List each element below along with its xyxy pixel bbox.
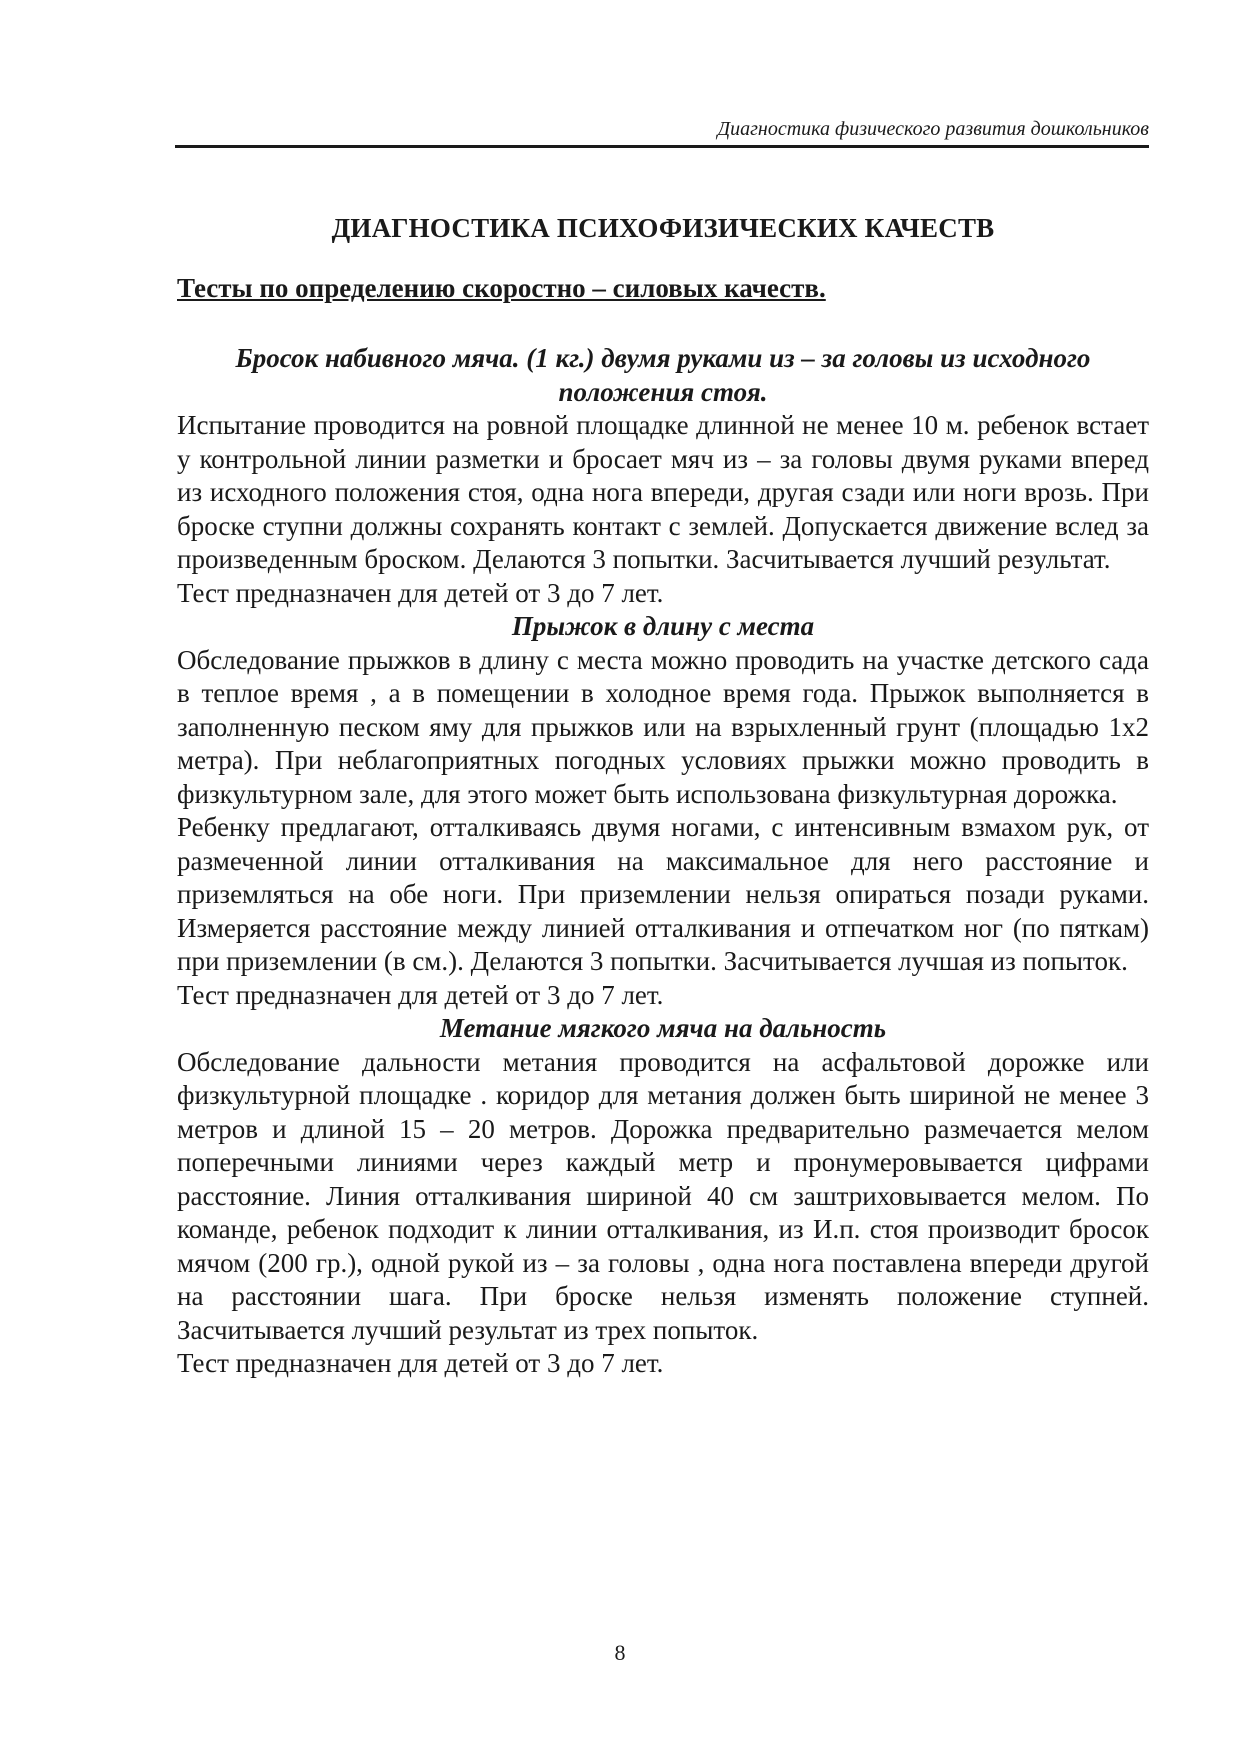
- test-title: Метание мягкого мяча на дальность: [439, 1013, 887, 1043]
- age-note: Тест предназначен для детей от 3 до 7 лет.: [177, 1348, 664, 1378]
- test-description: Испытание проводится на ровной площадке длинной не менее 10 м. ребенок встает у контрольной линии разметки и бросает мяч из – за головы двумя руками вперед из исходного положения стоя, одна нога впереди, другая сзади или ноги врозь. При броске ступни должны сохранять контакт с землей. Допускается движение вслед за произведенным броском. Делаются 3 попытки. Засчитывается лучший результат.: [177, 410, 1149, 574]
- test-title: Бросок набивного мяча. (1 кг.) двумя руками из – за головы из исходного положения стоя.: [235, 343, 1091, 407]
- header-rule: [175, 145, 1149, 148]
- age-note: Тест предназначен для детей от 3 до 7 лет.: [177, 577, 664, 608]
- test-description: Обследование дальности метания проводится на асфальтовой дорожке или физкультурной площадке . коридор для метания должен быть шириной не менее 3 метров и длиной 15 – 20 метров. Дорожка предварительно размечается мелом поперечными линиями через каждый метр и пронумеровывается цифрами расстояние. Линия отталкивания шириной 40 см заштриховывается мелом. По команде, ребенок подходит к линии отталкивания, из И.п. стоя производит бросок мячом (200 гр.), одной рукой из – за головы , одна нога поставлена впереди другой на расстоянии шага. При броске нельзя изменять положение ступней. Засчитывается лучший результат из трех попыток.: [177, 1046, 1149, 1345]
- test-section-ball-throw: [177, 342, 1149, 610]
- test-section-soft-ball-throw: [177, 1012, 1149, 1381]
- age-note: Тест предназначен для детей от 3 до 7 лет.: [177, 979, 664, 1010]
- test-description: Обследование прыжков в длину с места можно проводить на участке детского сада в теплое время , а в помещении в холодное время года. Прыжок выполняется в заполненную песком яму для прыжков или на взрыхленный грунт (площадью 1х2 метра). При неблагоприятных погодных условиях прыжки можно проводить в физкультурном зале, для этого может быть использована физкультурная дорожка.: [177, 644, 1149, 809]
- page-content: [177, 210, 1149, 1381]
- page-title: ДИАГНОСТИКА ПСИХОФИЗИЧЕСКИХ КАЧЕСТВ: [331, 213, 995, 243]
- page-number: 8: [614, 1640, 626, 1665]
- test-title: Прыжок в длину с места: [511, 611, 815, 641]
- test-description: Ребенку предлагают, отталкиваясь двумя ногами, с интенсивным взмахом рук, от размеченной линии отталкивания на максимальное для него расстояние и приземляться на обе ноги. При приземлении нельзя опираться позади руками. Измеряется расстояние между линией отталкивания и отпечатком ног (по пяткам) при приземлении (в см.). Делаются 3 попытки. Засчитывается лучшая из попыток.: [177, 812, 1149, 976]
- test-section-long-jump: [177, 610, 1149, 1012]
- running-header: Диагностика физического развития дошкольников: [717, 118, 1149, 140]
- section-title: Тесты по определению скоростно – силовых качеств.: [177, 273, 826, 303]
